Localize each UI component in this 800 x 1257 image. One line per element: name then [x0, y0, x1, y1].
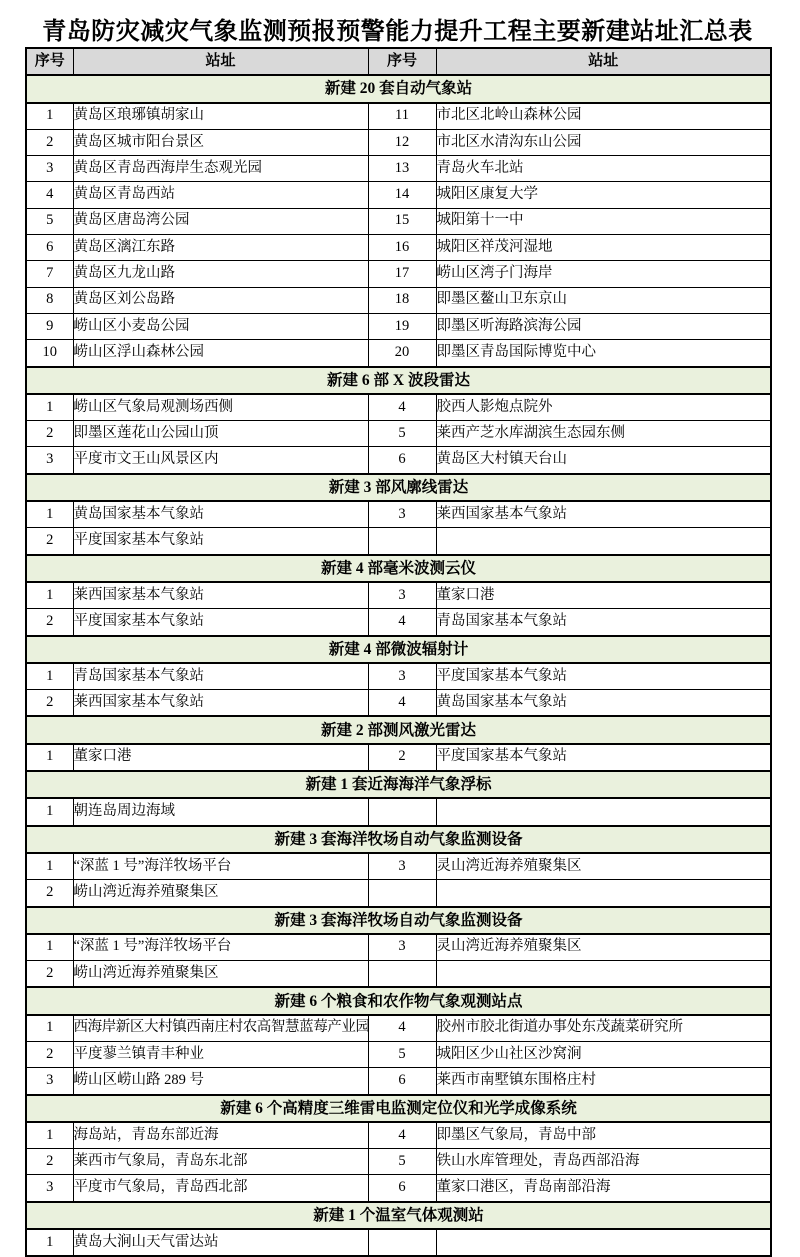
address-cell: “深蓝 1 号”海洋牧场平台 [73, 853, 368, 880]
serial-cell: 6 [26, 235, 73, 261]
section-header-row [26, 555, 771, 582]
serial-cell: 20 [368, 340, 436, 367]
serial-cell: 2 [26, 961, 73, 988]
column-header-row [26, 48, 771, 75]
serial-cell [368, 528, 436, 555]
address-cell: 黄岛国家基本气象站 [73, 501, 368, 528]
table-row [26, 287, 771, 313]
section-title: 新建 3 部风廓线雷达 [26, 474, 771, 501]
serial-cell [368, 1229, 436, 1256]
serial-cell: 1 [26, 744, 73, 771]
address-cell: 平度国家基本气象站 [436, 744, 771, 771]
section-title: 新建 4 部毫米波测云仪 [26, 555, 771, 582]
table-row [26, 690, 771, 717]
table-row [26, 582, 771, 609]
address-cell: 西海岸新区大村镇西南庄村农高智慧蓝莓产业园 [73, 1015, 368, 1042]
address-cell: 崂山区小麦岛公园 [73, 313, 368, 339]
section-header-row [26, 1095, 771, 1122]
table-row [26, 798, 771, 825]
address-cell: 崂山湾近海养殖聚集区 [73, 961, 368, 988]
table-row [26, 103, 771, 130]
table-row [26, 447, 771, 474]
section-title: 新建 4 部微波辐射计 [26, 636, 771, 663]
serial-cell: 4 [368, 609, 436, 636]
serial-cell: 1 [26, 663, 73, 690]
address-cell: 市北区水清沟东山公园 [436, 129, 771, 155]
table-row [26, 934, 771, 961]
serial-cell [368, 798, 436, 825]
table-row [26, 1175, 771, 1202]
serial-cell: 14 [368, 182, 436, 208]
serial-cell: 5 [26, 208, 73, 234]
serial-cell: 2 [26, 129, 73, 155]
serial-cell [368, 961, 436, 988]
serial-cell: 2 [368, 744, 436, 771]
table-row [26, 235, 771, 261]
section-title: 新建 20 套自动气象站 [26, 75, 771, 102]
address-cell: 即墨区莲花山公园山顶 [73, 421, 368, 447]
serial-cell: 2 [26, 880, 73, 907]
table-row [26, 880, 771, 907]
serial-cell: 1 [26, 582, 73, 609]
serial-cell [368, 880, 436, 907]
address-cell: 平度蓼兰镇青丰种业 [73, 1041, 368, 1067]
address-cell: 崂山区气象局观测场西侧 [73, 394, 368, 421]
serial-cell: 1 [26, 934, 73, 961]
serial-cell: 4 [368, 690, 436, 717]
address-cell: 青岛国家基本气象站 [436, 609, 771, 636]
address-cell: 胶州市胶北街道办事处东茂蔬菜研究所 [436, 1015, 771, 1042]
serial-cell: 3 [368, 853, 436, 880]
address-cell [436, 880, 771, 907]
serial-cell: 18 [368, 287, 436, 313]
address-cell [436, 798, 771, 825]
table-row [26, 609, 771, 636]
address-cell: 平度国家基本气象站 [436, 663, 771, 690]
table-row [26, 1149, 771, 1175]
serial-cell: 5 [368, 1041, 436, 1067]
section-title: 新建 1 个温室气体观测站 [26, 1202, 771, 1229]
address-cell: 黄岛区唐岛湾公园 [73, 208, 368, 234]
address-cell: 黄岛区青岛西海岸生态观光园 [73, 156, 368, 182]
serial-cell: 2 [26, 1149, 73, 1175]
serial-cell: 1 [26, 853, 73, 880]
table-row [26, 421, 771, 447]
serial-cell: 11 [368, 103, 436, 130]
address-cell: 黄岛区刘公岛路 [73, 287, 368, 313]
section-header-row [26, 771, 771, 798]
serial-cell: 12 [368, 129, 436, 155]
address-cell: 海岛站，青岛东部近海 [73, 1122, 368, 1149]
address-cell: 黄岛国家基本气象站 [436, 690, 771, 717]
column-header-address-left: 站址 [73, 48, 368, 75]
table-row [26, 208, 771, 234]
serial-cell: 13 [368, 156, 436, 182]
table-row [26, 853, 771, 880]
address-cell: 青岛国家基本气象站 [73, 663, 368, 690]
address-cell: 城阳区康复大学 [436, 182, 771, 208]
address-cell: 铁山水库管理处，青岛西部沿海 [436, 1149, 771, 1175]
address-cell: 董家口港区，青岛南部沿海 [436, 1175, 771, 1202]
address-cell: 黄岛区琅琊镇胡家山 [73, 103, 368, 130]
column-header-address-right: 站址 [436, 48, 771, 75]
page-title: 青岛防灾减灾气象监测预报预警能力提升工程主要新建站址汇总表 [42, 19, 753, 45]
serial-cell: 1 [26, 1015, 73, 1042]
table-row [26, 961, 771, 988]
address-cell: 青岛火车北站 [436, 156, 771, 182]
address-cell: 灵山湾近海养殖聚集区 [436, 934, 771, 961]
table-row [26, 744, 771, 771]
serial-cell: 1 [26, 1122, 73, 1149]
address-cell: 平度国家基本气象站 [73, 528, 368, 555]
serial-cell: 6 [368, 1068, 436, 1095]
serial-cell: 1 [26, 394, 73, 421]
serial-cell: 2 [26, 528, 73, 555]
address-cell: 胶西人影炮点院外 [436, 394, 771, 421]
address-cell: 即墨区听海路滨海公园 [436, 313, 771, 339]
address-cell: 黄岛区九龙山路 [73, 261, 368, 287]
table-row [26, 1122, 771, 1149]
address-cell: 黄岛区城市阳台景区 [73, 129, 368, 155]
section-title: 新建 3 套海洋牧场自动气象监测设备 [26, 907, 771, 934]
section-title: 新建 6 个高精度三维雷电监测定位仪和光学成像系统 [26, 1095, 771, 1122]
address-cell: 莱西市南墅镇东围格庄村 [436, 1068, 771, 1095]
address-cell: 即墨区鳌山卫东京山 [436, 287, 771, 313]
address-cell: 黄岛区青岛西站 [73, 182, 368, 208]
address-cell: 莱西国家基本气象站 [436, 501, 771, 528]
table-row [26, 129, 771, 155]
table-row [26, 261, 771, 287]
address-cell: 崂山区崂山路 289 号 [73, 1068, 368, 1095]
serial-cell: 5 [368, 421, 436, 447]
section-header-row [26, 826, 771, 853]
address-cell: 莱西产芝水库湖滨生态园东侧 [436, 421, 771, 447]
address-cell: 即墨区青岛国际博览中心 [436, 340, 771, 367]
address-cell: 即墨区气象局，青岛中部 [436, 1122, 771, 1149]
serial-cell: 3 [368, 934, 436, 961]
serial-cell: 2 [26, 421, 73, 447]
section-header-row [26, 75, 771, 102]
serial-cell: 16 [368, 235, 436, 261]
address-cell: 黄岛区大村镇天台山 [436, 447, 771, 474]
address-cell: 董家口港 [73, 744, 368, 771]
serial-cell: 4 [368, 1122, 436, 1149]
address-cell: 灵山湾近海养殖聚集区 [436, 853, 771, 880]
table-row [26, 340, 771, 367]
section-header-row [26, 367, 771, 394]
serial-cell: 1 [26, 501, 73, 528]
address-cell [436, 961, 771, 988]
table-row [26, 394, 771, 421]
serial-cell: 7 [26, 261, 73, 287]
serial-cell: 2 [26, 1041, 73, 1067]
serial-cell: 4 [368, 1015, 436, 1042]
serial-cell: 1 [26, 103, 73, 130]
section-title: 新建 2 部测风激光雷达 [26, 716, 771, 743]
serial-cell: 3 [368, 582, 436, 609]
address-cell: 城阳区少山社区沙窝涧 [436, 1041, 771, 1067]
column-header-serial-left: 序号 [26, 48, 73, 75]
serial-cell: 17 [368, 261, 436, 287]
serial-cell: 4 [26, 182, 73, 208]
address-cell: 黄岛大涧山天气雷达站 [73, 1229, 368, 1256]
section-header-row [26, 716, 771, 743]
address-cell [436, 1229, 771, 1256]
table-row [26, 313, 771, 339]
table-body [26, 48, 771, 1256]
serial-cell: 3 [26, 156, 73, 182]
serial-cell: 3 [26, 447, 73, 474]
address-cell: 平度市文王山风景区内 [73, 447, 368, 474]
address-cell: 朝连岛周边海域 [73, 798, 368, 825]
address-cell: 黄岛区漓江东路 [73, 235, 368, 261]
serial-cell: 4 [368, 394, 436, 421]
serial-cell: 3 [26, 1068, 73, 1095]
section-title: 新建 6 部 X 波段雷达 [26, 367, 771, 394]
address-cell: “深蓝 1 号”海洋牧场平台 [73, 934, 368, 961]
section-header-row [26, 474, 771, 501]
address-cell: 莱西国家基本气象站 [73, 690, 368, 717]
serial-cell: 1 [26, 1229, 73, 1256]
serial-cell: 2 [26, 690, 73, 717]
serial-cell: 5 [368, 1149, 436, 1175]
column-header-serial-right: 序号 [368, 48, 436, 75]
address-cell: 董家口港 [436, 582, 771, 609]
table-row [26, 1068, 771, 1095]
section-header-row [26, 1202, 771, 1229]
serial-cell: 3 [368, 501, 436, 528]
table-row [26, 182, 771, 208]
address-cell: 城阳区祥茂河湿地 [436, 235, 771, 261]
serial-cell: 15 [368, 208, 436, 234]
address-cell: 城阳第十一中 [436, 208, 771, 234]
address-cell: 莱西市气象局，青岛东北部 [73, 1149, 368, 1175]
address-cell: 平度市气象局，青岛西北部 [73, 1175, 368, 1202]
serial-cell: 19 [368, 313, 436, 339]
serial-cell: 6 [368, 447, 436, 474]
address-cell: 莱西国家基本气象站 [73, 582, 368, 609]
section-header-row [26, 636, 771, 663]
table-row [26, 1015, 771, 1042]
serial-cell: 10 [26, 340, 73, 367]
station-summary-table [25, 47, 772, 1257]
section-header-row [26, 907, 771, 934]
section-header-row [26, 987, 771, 1014]
serial-cell: 8 [26, 287, 73, 313]
table-row [26, 1041, 771, 1067]
address-cell [436, 528, 771, 555]
table-row [26, 501, 771, 528]
serial-cell: 3 [368, 663, 436, 690]
section-title: 新建 1 套近海海洋气象浮标 [26, 771, 771, 798]
address-cell: 平度国家基本气象站 [73, 609, 368, 636]
table-row [26, 663, 771, 690]
serial-cell: 1 [26, 798, 73, 825]
address-cell: 崂山区浮山森林公园 [73, 340, 368, 367]
serial-cell: 2 [26, 609, 73, 636]
address-cell: 崂山区湾子门海岸 [436, 261, 771, 287]
serial-cell: 6 [368, 1175, 436, 1202]
section-title: 新建 3 套海洋牧场自动气象监测设备 [26, 826, 771, 853]
table-row [26, 156, 771, 182]
serial-cell: 9 [26, 313, 73, 339]
table-row [26, 1229, 771, 1256]
table-row [26, 528, 771, 555]
serial-cell: 3 [26, 1175, 73, 1202]
address-cell: 市北区北岭山森林公园 [436, 103, 771, 130]
section-title: 新建 6 个粮食和农作物气象观测站点 [26, 987, 771, 1014]
address-cell: 崂山湾近海养殖聚集区 [73, 880, 368, 907]
